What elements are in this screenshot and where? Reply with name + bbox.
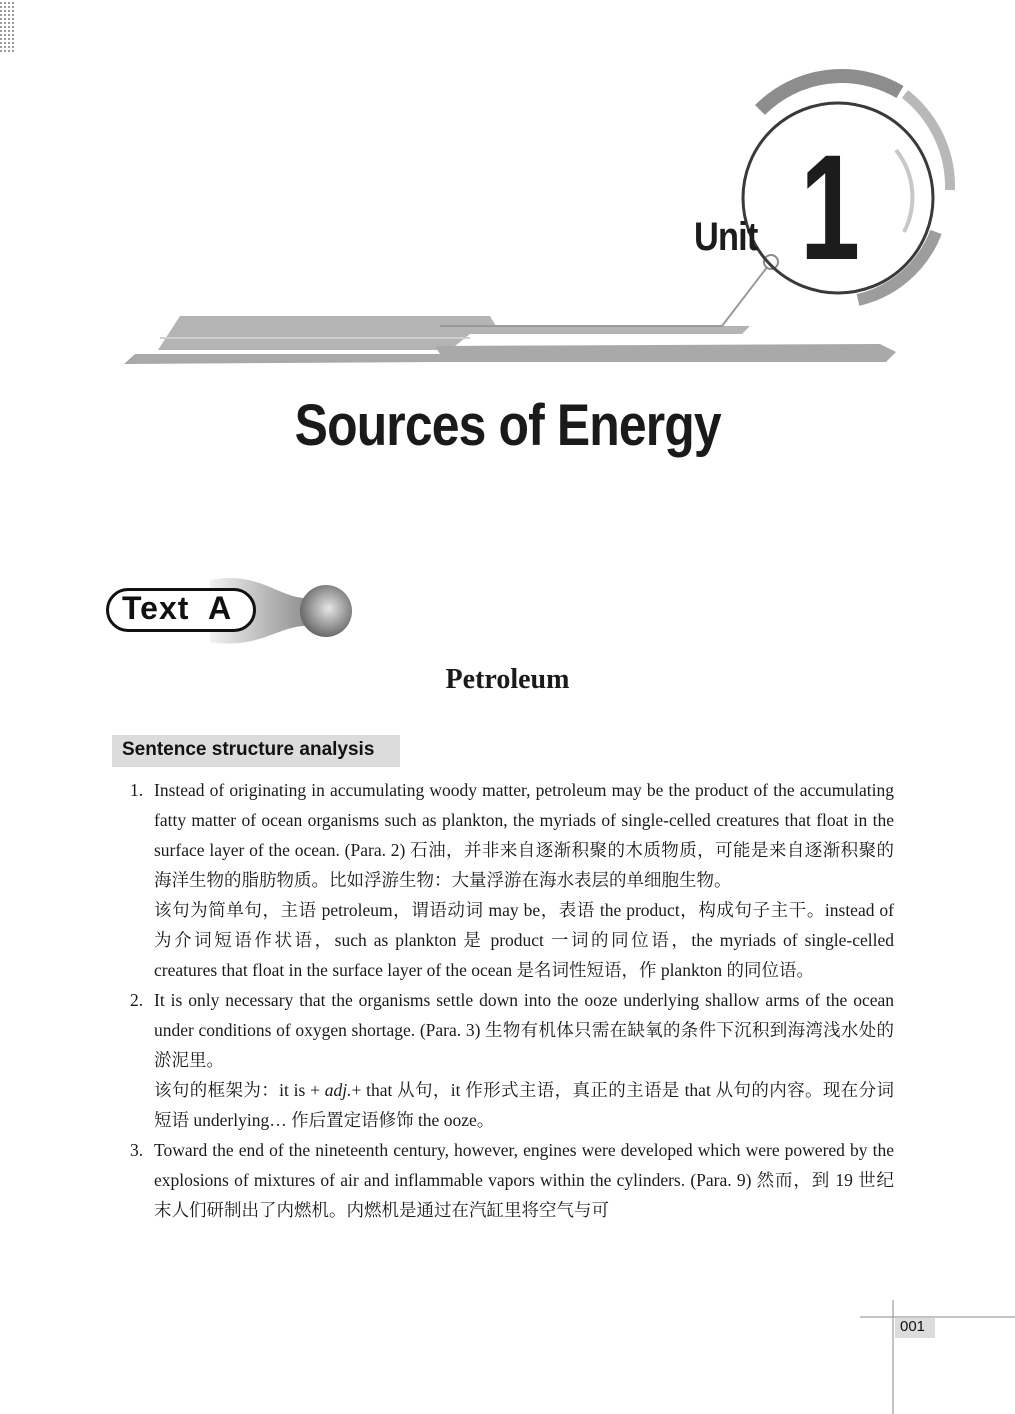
- item-sentence: Toward the end of the nineteenth century, however, engines were developed which were powered by the explosions of mixtures of air and inflammable vapors within the cylinders. (Para. 9) 然而，到 19 世纪末人们研制出了内燃机。内燃机是通过在汽缸里将空气与可: [154, 1140, 894, 1220]
- item-sentence: It is only necessary that the organisms settle down into the ooze underlying shallow arms of the ocean under conditions of oxygen shortage. (Para. 3) 生物有机体只需在缺氧的条件下沉积到海湾浅水处的淤泥里。: [154, 990, 894, 1070]
- explanation-italic: adj.: [324, 1080, 352, 1100]
- unit-ring-arc-top: [760, 76, 900, 110]
- text-subtitle: Petroleum: [445, 664, 570, 695]
- item-explanation: [154, 1075, 894, 1135]
- analysis-item: [130, 775, 894, 985]
- analysis-item: [130, 985, 894, 1135]
- swoosh-bar-upper: [158, 316, 750, 350]
- item-number: 2.: [130, 990, 144, 1010]
- item-number: 3.: [130, 1140, 144, 1160]
- unit-label: Unit: [694, 215, 758, 259]
- section-heading: Sentence structure analysis: [122, 739, 375, 760]
- analysis-item: [130, 1135, 894, 1225]
- explanation-text: 该句的框架为：it is +: [154, 1080, 325, 1100]
- page-number-frame: [860, 1300, 1015, 1414]
- unit-header-graphic: [0, 0, 1015, 400]
- analysis-list: [130, 775, 894, 1225]
- item-number: 1.: [130, 780, 144, 800]
- explanation-text: + that 从句，it 作形式主语，真正的主语是 that 从句的内容。现在分词短语 underlying… 作后置定语修饰 the ooze。: [154, 1080, 895, 1130]
- page-number: 001: [900, 1318, 926, 1335]
- item-sentence: Instead of originating in accumulating woody matter, petroleum may be the product of the accumulating fatty matter of ocean organisms such as plankton, the myriads of single-celled creatures that float in the surface layer of the ocean. (Para. 2) 石油，并非来自逐渐积聚的木质物质，可能是来自逐渐积聚的海洋生物的脂肪物质。比如浮游生物：大量浮游在海水表层的单细胞生物。: [154, 780, 894, 890]
- page-title-text: Sources of Energy: [294, 393, 721, 458]
- unit-ring-arc-right: [905, 94, 950, 190]
- unit-ring-arc-bottom: [858, 232, 936, 300]
- unit-ring-arc-inner: [896, 150, 912, 232]
- text-a-label: Text A: [122, 590, 233, 626]
- item-explanation: 该句为简单句，主语 petroleum，谓语动词 may be，表语 the product，构成句子主干。instead of 为介词短语作状语，such as plankton 是 product 一词的同位语，the myriads of single-celled creatures that float in the surface layer of the ocean 是名词性短语，作 plankton 的同位语。: [154, 900, 894, 980]
- unit-number: 1: [800, 123, 861, 291]
- page-title: [0, 392, 1015, 459]
